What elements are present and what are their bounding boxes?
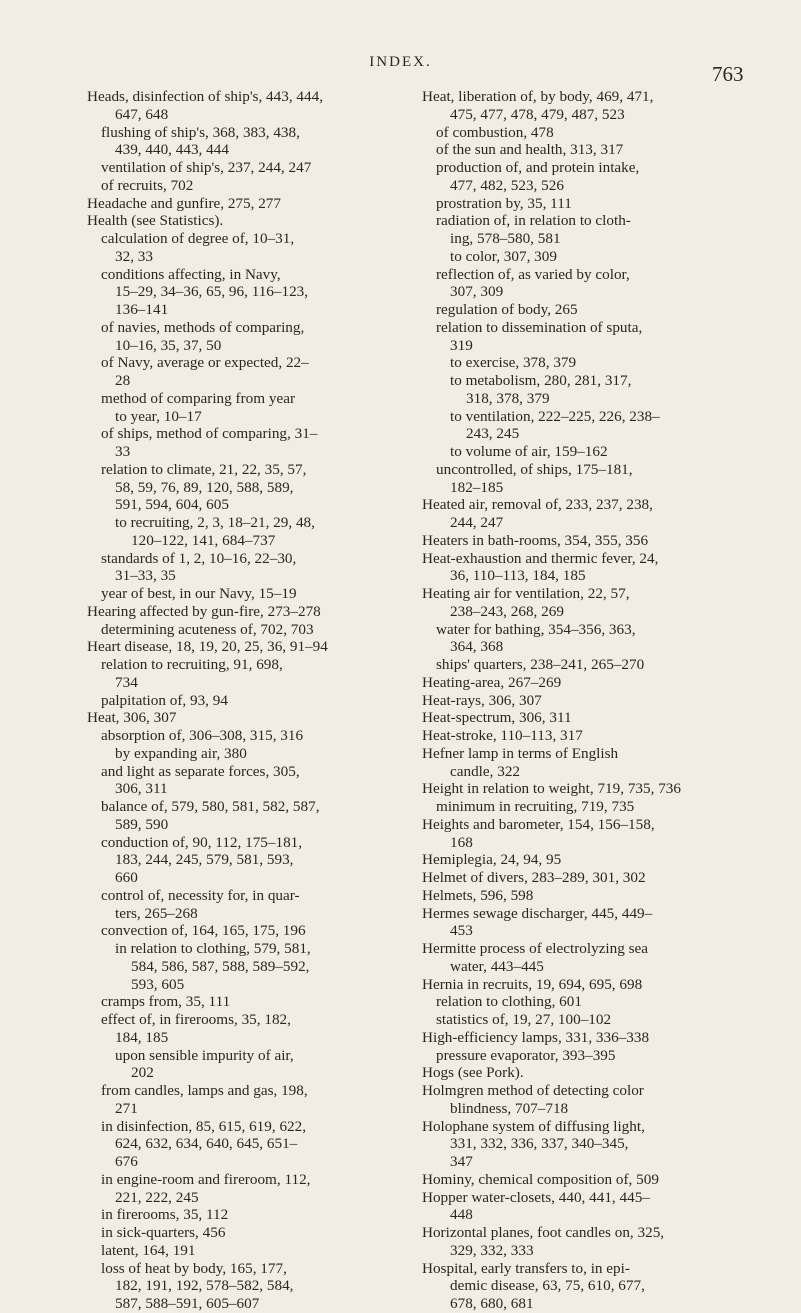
index-subentry: convection of, 164, 165, 175, 196 xyxy=(101,922,306,940)
index-subentry: and light as separate forces, 305, xyxy=(101,762,300,780)
index-subentry: of ships, method of comparing, 31– xyxy=(101,425,318,443)
index-subentry: statistics of, 19, 27, 100–102 xyxy=(436,1011,612,1028)
index-entry: Helmets, 596, 598 xyxy=(422,886,534,904)
index-subentry: 477, 482, 523, 526 xyxy=(450,176,564,194)
index-subentry: absorption of, 306–308, 315, 316 xyxy=(101,727,304,744)
index-entry: Heating air for ventilation, 22, 57, xyxy=(422,585,630,602)
index-subentry: 329, 332, 333 xyxy=(450,1241,534,1259)
index-entry: High-efficiency lamps, 331, 336–338 xyxy=(422,1028,650,1046)
index-subentry: 591, 594, 604, 605 xyxy=(115,496,229,514)
index-subentry: 33 xyxy=(115,443,131,460)
index-subentry: minimum in recruiting, 719, 735 xyxy=(436,798,635,815)
index-subentry: 734 xyxy=(115,673,138,691)
index-subentry: year of best, in our Navy, 15–19 xyxy=(101,585,297,602)
page-number: 763 xyxy=(712,62,744,86)
index-subentry: pressure evaporator, 393–395 xyxy=(436,1046,616,1064)
index-entry: Hopper water-closets, 440, 441, 445– xyxy=(422,1188,650,1206)
index-entry: Holmgren method of detecting color xyxy=(422,1082,644,1099)
index-subentry: 10–16, 35, 37, 50 xyxy=(115,336,222,354)
index-subentry: 448 xyxy=(450,1206,473,1224)
index-subentry: 136–141 xyxy=(115,301,169,318)
index-entry: Horizontal planes, foot candles on, 325, xyxy=(422,1224,665,1241)
index-subentry: 120–122, 141, 684–737 xyxy=(131,531,276,549)
index-subentry: 319 xyxy=(450,336,473,354)
index-entry: Hermes sewage discharger, 445, 449– xyxy=(422,904,653,922)
index-subentry: latent, 164, 191 xyxy=(101,1241,196,1259)
index-entry: Hospital, early transfers to, in epi- xyxy=(422,1259,630,1277)
index-entry: Heat-stroke, 110–113, 317 xyxy=(422,727,583,744)
index-subentry: standards of 1, 2, 10–16, 22–30, xyxy=(101,549,297,567)
index-subentry: 184, 185 xyxy=(115,1028,169,1046)
index-entry: Heart disease, 18, 19, 20, 25, 36, 91–94 xyxy=(87,638,328,656)
index-subentry: 58, 59, 76, 89, 120, 588, 589, xyxy=(115,478,294,496)
index-subentry: 660 xyxy=(115,869,138,886)
index-subentry: 183, 244, 245, 579, 581, 593, xyxy=(115,851,294,869)
index-subentry: loss of heat by body, 165, 177, xyxy=(101,1259,287,1277)
index-subentry: 347 xyxy=(450,1153,473,1170)
index-subentry: 439, 440, 443, 444 xyxy=(115,141,229,159)
index-subentry: 331, 332, 336, 337, 340–345, xyxy=(450,1135,629,1153)
index-subentry: of combustion, 478 xyxy=(436,123,554,141)
index-entry: Holophane system of diffusing light, xyxy=(422,1117,645,1135)
index-subentry: 32, 33 xyxy=(115,247,153,265)
index-subentry: of Navy, average or expected, 22– xyxy=(101,354,309,372)
index-subentry: effect of, in firerooms, 35, 182, xyxy=(101,1011,291,1028)
index-subentry: of recruits, 702 xyxy=(101,176,194,194)
index-entry: Heat, liberation of, by body, 469, 471, xyxy=(422,88,654,105)
index-subentry: relation to clothing, 601 xyxy=(436,993,582,1011)
index-subentry: 238–243, 268, 269 xyxy=(450,602,564,620)
index-subentry: 593, 605 xyxy=(131,975,185,993)
index-subentry: demic disease, 63, 75, 610, 677, xyxy=(450,1277,645,1295)
index-subentry: to ventilation, 222–225, 226, 238– xyxy=(450,407,660,425)
index-entry: Hominy, chemical composition of, 509 xyxy=(422,1170,659,1188)
index-entry: Heat-rays, 306, 307 xyxy=(422,691,542,709)
index-subentry: 28 xyxy=(115,372,131,389)
index-subentry: from candles, lamps and gas, 198, xyxy=(101,1082,308,1099)
index-subentry: regulation of body, 265 xyxy=(436,301,578,318)
index-subentry: to color, 307, 309 xyxy=(450,247,557,265)
index-subentry: to exercise, 378, 379 xyxy=(450,354,577,372)
index-subentry: by expanding air, 380 xyxy=(115,744,247,762)
index-subentry: conditions affecting, in Navy, xyxy=(101,265,281,283)
index-entry: Height in relation to weight, 719, 735, 736 xyxy=(422,780,681,798)
index-subentry: to recruiting, 2, 3, 18–21, 29, 48, xyxy=(115,514,315,531)
index-subentry: ing, 578–580, 581 xyxy=(450,230,561,247)
index-subentry: 364, 368 xyxy=(450,638,504,656)
index-subentry: in engine-room and fireroom, 112, xyxy=(101,1170,311,1188)
index-subentry: in relation to clothing, 579, 581, xyxy=(115,940,311,957)
index-subentry: in disinfection, 85, 615, 619, 622, xyxy=(101,1117,307,1135)
index-subentry: 36, 110–113, 184, 185 xyxy=(450,567,586,585)
index-subentry: ventilation of ship's, 237, 244, 247 xyxy=(101,159,312,176)
index-entry: Heat-exhaustion and thermic fever, 24, xyxy=(422,549,659,567)
index-subentry: 676 xyxy=(115,1153,138,1170)
index-subentry: to metabolism, 280, 281, 317, xyxy=(450,372,632,389)
index-entry: Hogs (see Pork). xyxy=(422,1064,524,1082)
index-subentry: calculation of degree of, 10–31, xyxy=(101,230,295,247)
index-subentry: 202 xyxy=(131,1064,154,1082)
index-subentry: candle, 322 xyxy=(450,762,521,780)
index-entry: Hearing affected by gun-fire, 273–278 xyxy=(87,602,321,620)
index-subentry: control of, necessity for, in quar- xyxy=(101,886,300,904)
index-subentry: 168 xyxy=(450,833,473,851)
index-subentry: determining acuteness of, 702, 703 xyxy=(101,620,314,638)
index-entry: Hefner lamp in terms of English xyxy=(422,744,619,762)
index-subentry: water for bathing, 354–356, 363, xyxy=(436,620,636,638)
index-subentry: conduction of, 90, 112, 175–181, xyxy=(101,833,303,851)
index-subentry: balance of, 579, 580, 581, 582, 587, xyxy=(101,798,320,815)
index-subentry: 182, 191, 192, 578–582, 584, xyxy=(115,1277,294,1295)
index-subentry: 271 xyxy=(115,1099,138,1117)
index-subentry: 306, 311 xyxy=(115,780,168,798)
index-subentry: 678, 680, 681 xyxy=(450,1295,534,1312)
index-subentry: 589, 590 xyxy=(115,815,169,833)
index-subentry: production of, and protein intake, xyxy=(436,159,640,176)
index-subentry: method of comparing from year xyxy=(101,389,295,407)
index-entry: Heat, 306, 307 xyxy=(87,709,177,727)
index-entry: Hemiplegia, 24, 94, 95 xyxy=(422,851,562,869)
index-subentry: in firerooms, 35, 112 xyxy=(101,1206,229,1224)
index-subentry: 307, 309 xyxy=(450,283,504,301)
index-subentry: 587, 588–591, 605–607 xyxy=(115,1295,260,1312)
index-entry: Hermitte process of electrolyzing sea xyxy=(422,940,649,957)
index-subentry: reflection of, as varied by color, xyxy=(436,265,630,283)
index-column-right xyxy=(422,88,772,1313)
index-entry: Heaters in bath-rooms, 354, 355, 356 xyxy=(422,531,649,549)
index-entry: Heads, disinfection of ship's, 443, 444, xyxy=(87,88,324,105)
index-subentry: relation to recruiting, 91, 698, xyxy=(101,656,283,673)
index-entry: Heights and barometer, 154, 156–158, xyxy=(422,815,655,833)
index-subentry: relation to dissemination of sputa, xyxy=(436,318,643,336)
index-subentry: radiation of, in relation to cloth- xyxy=(436,212,631,230)
index-subentry: palpitation of, 93, 94 xyxy=(101,691,228,709)
index-entry: Hernia in recruits, 19, 694, 695, 698 xyxy=(422,975,643,993)
index-subentry: to year, 10–17 xyxy=(115,407,202,425)
index-subentry: 318, 378, 379 xyxy=(466,389,550,407)
index-subentry: uncontrolled, of ships, 175–181, xyxy=(436,460,633,478)
index-subentry: 15–29, 34–36, 65, 96, 116–123, xyxy=(115,283,309,301)
index-entry: Headache and gunfire, 275, 277 xyxy=(87,194,281,212)
index-subentry: of the sun and health, 313, 317 xyxy=(436,141,624,159)
index-subentry: ters, 265–268 xyxy=(115,904,198,922)
index-subentry: 221, 222, 245 xyxy=(115,1188,199,1206)
index-subentry: 453 xyxy=(450,922,473,940)
index-subentry: prostration by, 35, 111 xyxy=(436,194,572,212)
index-subentry: water, 443–445 xyxy=(450,957,544,975)
index-subentry: 647, 648 xyxy=(115,105,169,123)
index-column-left xyxy=(87,88,427,1313)
index-subentry: upon sensible impurity of air, xyxy=(115,1046,294,1064)
index-entry: Helmet of divers, 283–289, 301, 302 xyxy=(422,869,646,886)
index-entry: Heating-area, 267–269 xyxy=(422,673,562,691)
index-entry: Health (see Statistics). xyxy=(87,212,224,230)
index-entry: Heated air, removal of, 233, 237, 238, xyxy=(422,496,653,514)
index-subentry: of navies, methods of comparing, xyxy=(101,318,305,336)
index-entry: Heat-spectrum, 306, 311 xyxy=(422,709,572,727)
index-subentry: relation to climate, 21, 22, 35, 57, xyxy=(101,460,307,478)
index-subentry: 584, 586, 587, 588, 589–592, xyxy=(131,957,310,975)
index-subentry: 182–185 xyxy=(450,478,504,496)
index-subentry: flushing of ship's, 368, 383, 438, xyxy=(101,123,300,141)
running-head: INDEX. xyxy=(369,54,432,70)
index-subentry: 244, 247 xyxy=(450,514,504,531)
index-subentry: ships' quarters, 238–241, 265–270 xyxy=(436,656,645,673)
index-subentry: to volume of air, 159–162 xyxy=(450,443,608,460)
index-subentry: 475, 477, 478, 479, 487, 523 xyxy=(450,105,625,123)
index-subentry: in sick-quarters, 456 xyxy=(101,1224,226,1241)
index-subentry: blindness, 707–718 xyxy=(450,1099,569,1117)
index-subentry: 243, 245 xyxy=(466,425,520,443)
index-subentry: 624, 632, 634, 640, 645, 651– xyxy=(115,1135,298,1153)
index-subentry: cramps from, 35, 111 xyxy=(101,993,231,1011)
index-subentry: 31–33, 35 xyxy=(115,567,176,585)
